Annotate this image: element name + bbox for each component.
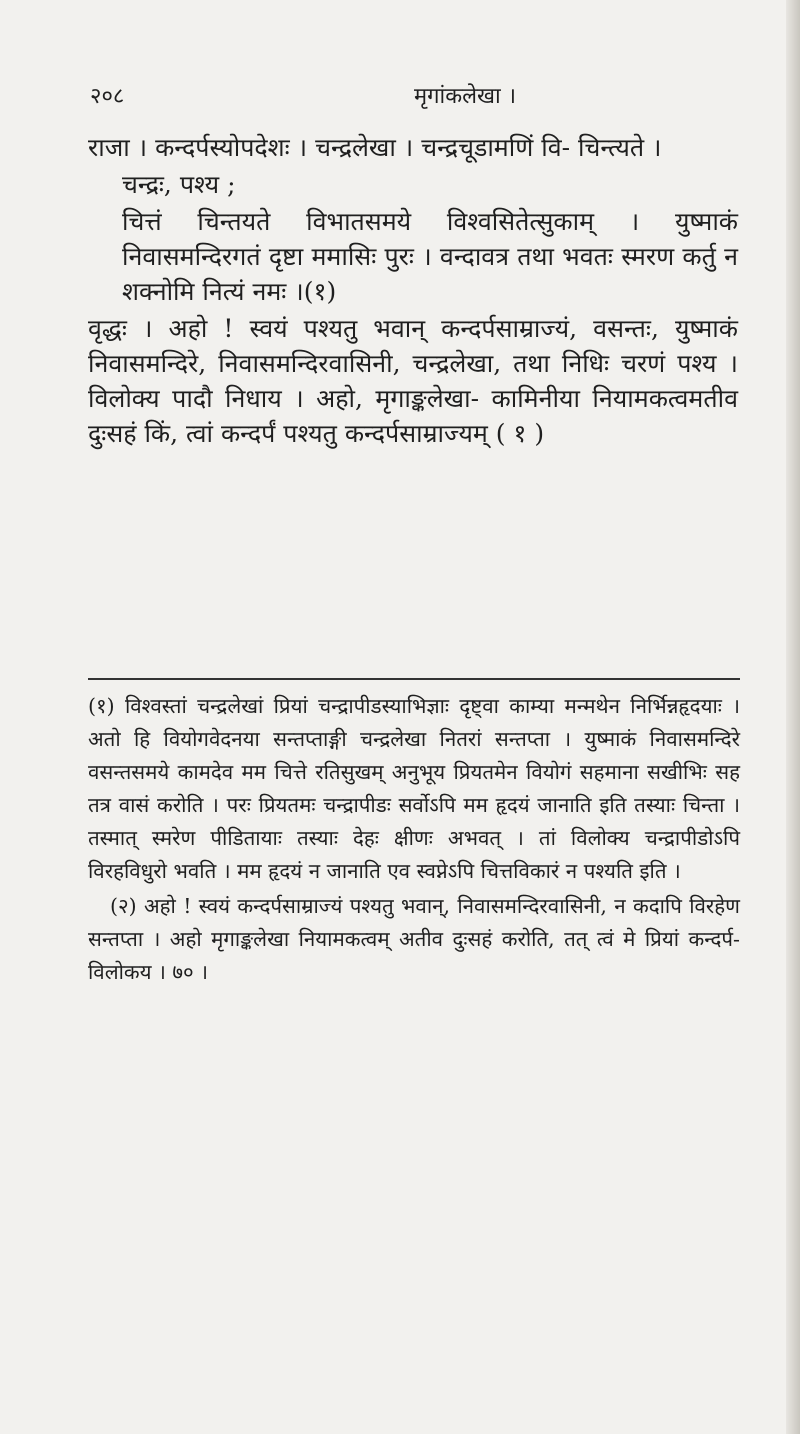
page-edge-shadow (786, 0, 800, 1434)
footnote-2: (२) अहो ! स्वयं कन्दर्पसाम्राज्यं पश्यतु भवान्, निवासमन्दिरवासिनी, न कदापि विरहेण सन्तप्ता । अहो मृगाङ्कलेखा नियामकत्वम् अतीव दुःसहं करोति, तत् त्वं मे प्रियां कन्दर्प- विलोकय । ७० । (88, 894, 740, 984)
verse-stanza: चित्तं चिन्तयते विभातसमये विश्वसितेत्सुकाम् । युष्माकं निवासमन्दिरगतं दृष्टा ममासिः पुरः । वन्दावत्र तथा भवतः स्मरण कर्तु न शक्नोमि नित्यं नमः ।(१) (122, 207, 738, 306)
running-title: मृगांकलेखा । (413, 84, 517, 109)
footnotes (88, 690, 740, 991)
footnote-rule (88, 678, 740, 680)
stage-line: चन्द्रः, पश्य ; (122, 170, 236, 199)
running-header (90, 80, 710, 110)
page-number: २०८ (90, 84, 125, 109)
dialogue-paragraph: वृद्धः । अहो ! स्वयं पश्यतु भवान् कन्दर्पसाम्राज्यं, वसन्तः, युष्माकं निवासमन्दिरे, निवासमन्दिरवासिनी, चन्द्रलेखा, तथा निधिः चरणं पश्य । विलोक्य पादौ निधाय । अहो, मृगाङ्कलेखा- कामिनीया नियामकत्वमतीव दुःसहं किं, त्वां कन्दर्पं पश्यतु कन्दर्पसाम्राज्यम् ( १ ) (88, 314, 738, 448)
main-text (88, 130, 738, 453)
dialogue-paragraph: राजा । कन्दर्पस्योपदेशः । चन्द्रलेखा । चन्द्रचूडामणिं वि- चिन्त्यते । (88, 133, 662, 162)
footnote-1: (१) विश्वस्तां चन्द्रलेखां प्रियां चन्द्रापीडस्याभिज्ञाः दृष्ट्वा काम्या मन्मथेन निर्भिन्नहृदयाः । अतो हि वियोगवेदनया सन्तप्ताङ्गी चन्द्रलेखा नितरां सन्तप्ता । युष्माकं निवासमन्दिरे वसन्तसमये कामदेव मम चित्ते रतिसुखम् अनुभूय प्रियतमेन वियोगं सहमाना सखीभिः सह तत्र वासं करोति । परः प्रियतमः चन्द्रापीडः सर्वोऽपि मम हृदयं जानाति इति तस्याः चिन्ता । तस्मात् स्मरेण पीडितायाः तस्याः देहः क्षीणः अभवत् । तां विलोक्य चन्द्रापीडोऽपि विरहविधुरो भवति । मम हृदयं न जानाति एव स्वप्नेऽपि चित्तविकारं न पश्यति इति । (88, 694, 740, 883)
